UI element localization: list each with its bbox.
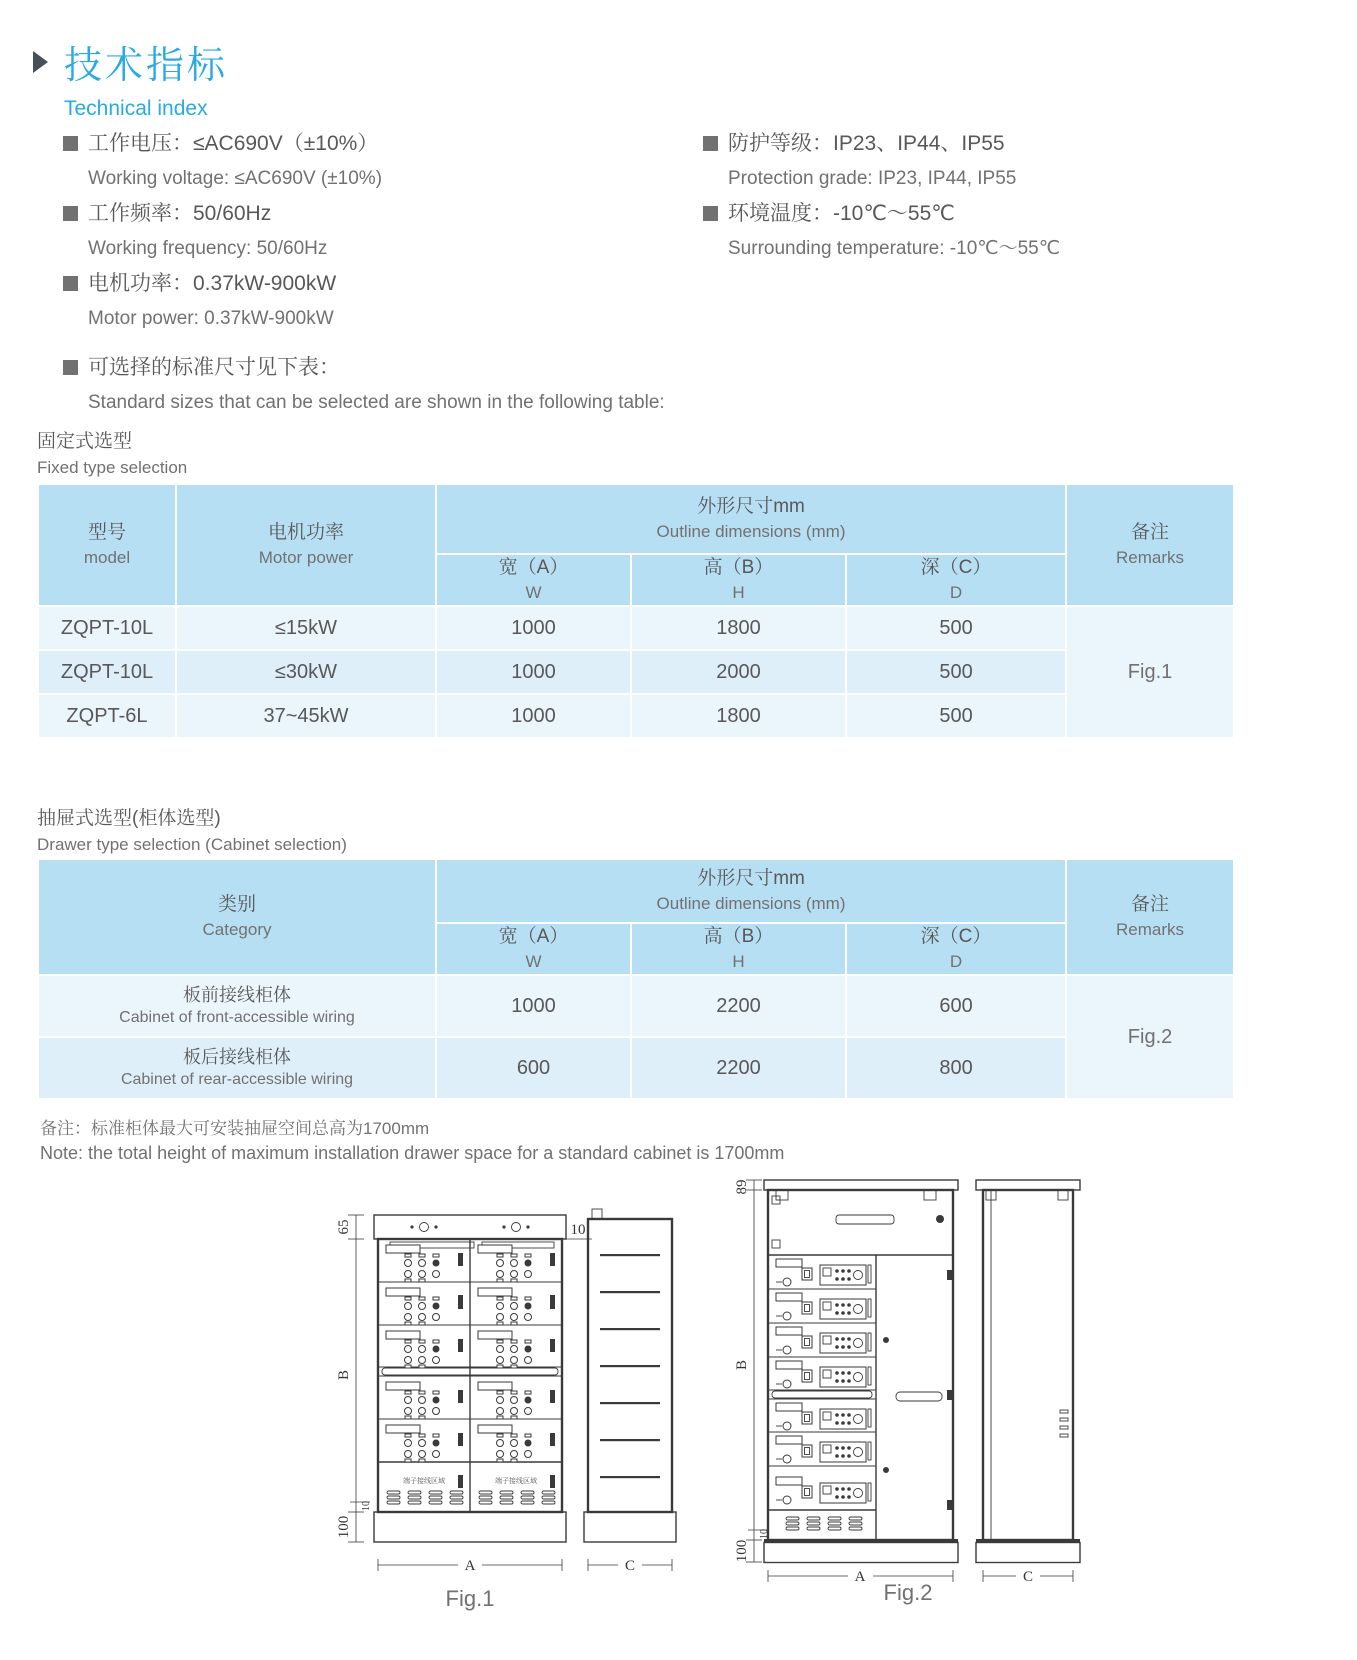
page-title: 技术指标 xyxy=(64,45,229,87)
col-header-height: 高（B） H xyxy=(631,554,846,606)
fig1-dimensions xyxy=(336,1215,672,1574)
dimension-label-C: C xyxy=(1022,1569,1034,1585)
dimension-label-C: C xyxy=(624,1558,636,1574)
dimension-label-100: 100 xyxy=(734,1539,750,1563)
col-header-depth: 深（C） D xyxy=(846,554,1066,606)
cell-power: ≤30kW xyxy=(176,650,436,694)
spec-zh: 可选择的标准尺寸见下表： xyxy=(88,356,340,379)
spec-zh: 工作电压：≤AC690V（±10%） xyxy=(88,132,379,155)
arrow-icon xyxy=(33,51,48,73)
table-row xyxy=(38,1037,1234,1099)
bullet-square-icon xyxy=(63,206,78,221)
table-row xyxy=(38,606,1234,650)
bullet-square-icon xyxy=(63,136,78,151)
spec-en: Motor power: 0.37kW-900kW xyxy=(88,308,334,329)
cell-model: ZQPT-10L xyxy=(38,606,176,650)
cell-category: 板后接线柜体 Cabinet of rear-accessible wiring xyxy=(38,1037,436,1099)
col-header-category: 类别 Category xyxy=(38,859,436,975)
cell-power: 37~45kW xyxy=(176,694,436,738)
cell-remark: Fig.1 xyxy=(1066,606,1234,738)
spec-zh: 工作频率：50/60Hz xyxy=(88,202,272,225)
col-header-model: 型号 model xyxy=(38,484,176,606)
table-row xyxy=(38,975,1234,1037)
spec-en: Working frequency: 50/60Hz xyxy=(88,238,328,259)
spec-item xyxy=(63,196,693,266)
terminal-area-label: 端子接线区域 xyxy=(495,1478,537,1485)
page-header xyxy=(33,34,228,121)
page-subtitle: Technical index xyxy=(64,97,208,120)
dimension-label-10-top: 10 xyxy=(570,1222,586,1238)
section-title-zh: 抽屉式选型(柜体选型) xyxy=(37,808,221,829)
col-header-remarks: 备注 Remarks xyxy=(1066,859,1234,975)
dimension-label-65: 65 xyxy=(336,1219,352,1235)
dimension-label-89: 89 xyxy=(734,1179,750,1195)
spec-item xyxy=(63,266,693,336)
fig2-front-view xyxy=(764,1180,958,1563)
dimension-label-B: B xyxy=(336,1369,352,1381)
table-row xyxy=(38,694,1234,738)
cell-power: ≤15kW xyxy=(176,606,436,650)
spec-column-right xyxy=(703,126,1333,266)
dimension-label-100: 100 xyxy=(336,1515,352,1539)
cell-width: 1000 xyxy=(436,650,631,694)
col-header-outline-dimensions: 外形尺寸mm Outline dimensions (mm) xyxy=(436,484,1066,554)
section-title-en: Drawer type selection (Cabinet selection) xyxy=(37,835,347,854)
cell-category: 板前接线柜体 Cabinet of front-accessible wiring xyxy=(38,975,436,1037)
spec-en: Standard sizes that can be selected are shown in the following table: xyxy=(88,392,665,413)
spec-zh: 电机功率：0.37kW-900kW xyxy=(88,272,337,295)
spec-item xyxy=(703,126,1333,196)
cell-depth: 500 xyxy=(846,650,1066,694)
bullet-square-icon xyxy=(63,360,78,375)
spec-en: Surrounding temperature: -10℃～55℃ xyxy=(728,238,1061,259)
bullet-square-icon xyxy=(703,136,718,151)
dimension-label-A: A xyxy=(854,1569,866,1585)
section-title-zh: 固定式选型 xyxy=(37,431,133,452)
col-header-motor-power: 电机功率 Motor power xyxy=(176,484,436,606)
cell-height: 1800 xyxy=(631,606,846,650)
col-header-width: 宽（A） W xyxy=(436,923,631,975)
fig1-front-view xyxy=(374,1215,566,1542)
cell-height: 2200 xyxy=(631,1037,846,1099)
cell-width: 600 xyxy=(436,1037,631,1099)
col-header-depth: 深（C） D xyxy=(846,923,1066,975)
fixed-type-table xyxy=(37,483,1235,739)
cell-width: 1000 xyxy=(436,606,631,650)
spec-zh: 环境温度：-10℃～55℃ xyxy=(728,202,955,225)
spec-item xyxy=(703,196,1333,266)
spec-item xyxy=(63,126,693,196)
cell-width: 1000 xyxy=(436,975,631,1037)
dimension-label-B: B xyxy=(734,1359,750,1371)
cell-depth: 800 xyxy=(846,1037,1066,1099)
section-title-en: Fixed type selection xyxy=(37,458,188,477)
cell-depth: 500 xyxy=(846,606,1066,650)
cell-depth: 600 xyxy=(846,975,1066,1037)
spec-column-left xyxy=(63,126,693,420)
dimension-label-A: A xyxy=(464,1558,476,1574)
cell-height: 1800 xyxy=(631,694,846,738)
cell-model: ZQPT-10L xyxy=(38,650,176,694)
footnote-zh: 备注：标准柜体最大可安装抽屉空间总高为1700mm xyxy=(40,1119,430,1138)
fig1-caption: Fig.1 xyxy=(445,1586,495,1611)
spec-en: Protection grade: IP23, IP44, IP55 xyxy=(728,168,1017,189)
bullet-square-icon xyxy=(703,206,718,221)
col-header-remarks: 备注 Remarks xyxy=(1066,484,1234,606)
cell-model: ZQPT-6L xyxy=(38,694,176,738)
fig1-side-view xyxy=(584,1209,676,1542)
table-row xyxy=(38,650,1234,694)
cell-height: 2200 xyxy=(631,975,846,1037)
section-drawer-type xyxy=(37,803,347,855)
fig2-drawing xyxy=(728,1160,1088,1590)
cell-height: 2000 xyxy=(631,650,846,694)
col-header-outline-dimensions: 外形尺寸mm Outline dimensions (mm) xyxy=(436,859,1066,923)
spec-item xyxy=(63,350,693,420)
cell-depth: 500 xyxy=(846,694,1066,738)
spec-en: Working voltage: ≤AC690V (±10%) xyxy=(88,168,383,189)
dimension-label-10: 10 xyxy=(759,1529,770,1539)
footnote-en: Note: the total height of maximum installation drawer space for a standard cabinet is 1700mm xyxy=(40,1143,785,1163)
dimension-label-10: 10 xyxy=(361,1501,372,1511)
cell-width: 1000 xyxy=(436,694,631,738)
spec-zh: 防护等级：IP23、IP44、IP55 xyxy=(728,132,1005,155)
col-header-width: 宽（A） W xyxy=(436,554,631,606)
terminal-area-label: 端子接线区域 xyxy=(403,1478,445,1485)
col-header-height: 高（B） H xyxy=(631,923,846,975)
fig2-side-view xyxy=(976,1180,1080,1563)
bullet-square-icon xyxy=(63,276,78,291)
drawer-type-table xyxy=(37,858,1235,1100)
fig2-caption: Fig.2 xyxy=(883,1580,933,1605)
section-fixed-type xyxy=(37,426,187,478)
cell-remark: Fig.2 xyxy=(1066,975,1234,1099)
fig1-drawing xyxy=(330,1135,720,1590)
